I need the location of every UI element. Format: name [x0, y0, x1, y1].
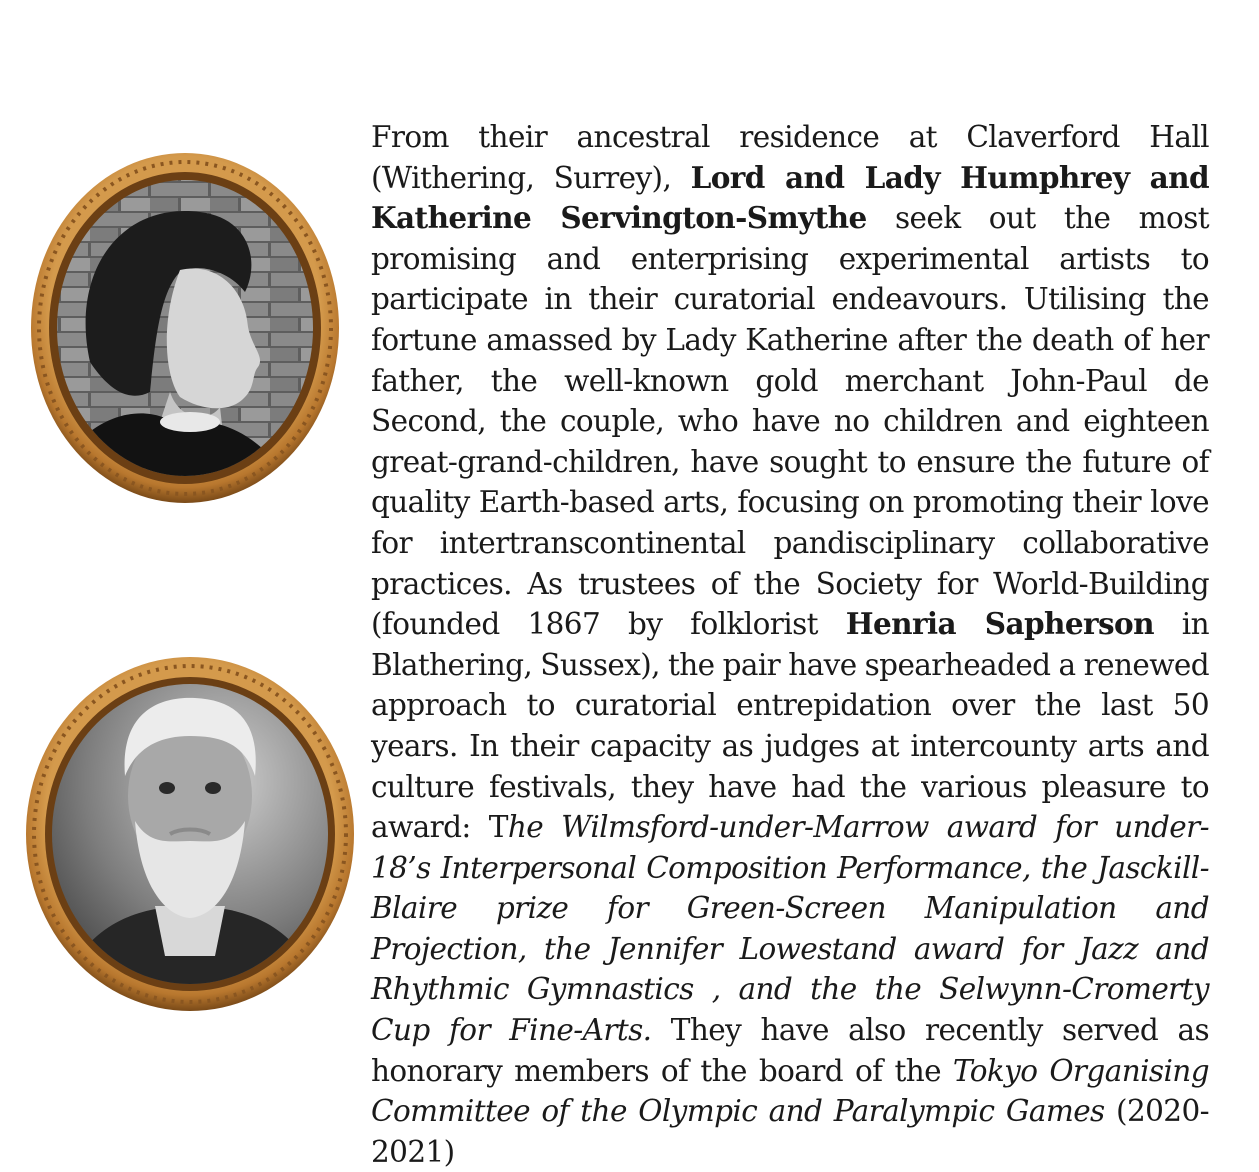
patron-names: Lord and Lady Humphrey and Katherine Servington-Smythe — [371, 159, 1209, 236]
bio-text-5: (2020-2021) — [371, 1094, 1209, 1169]
woman-portrait-icon — [30, 152, 340, 504]
man-portrait-frame — [25, 656, 355, 1012]
woman-portrait-frame — [30, 152, 340, 504]
bio-text-3: in Blathering, Sussex), the pair have spearheaded a renewed approach to curatorial entrepidation over the last 50 years. In their capacity as judges at intercounty arts and culture festivals, they have had the various pleasure to award: T — [371, 607, 1209, 845]
bio-text-4: They have also recently served as honorary members of the board of the — [371, 1013, 1209, 1088]
bio-paragraph — [371, 117, 1209, 1172]
committee-name: Tokyo Organising Committee of the Olympic and Paralympic Games — [371, 1053, 1209, 1129]
founder-name: Henria Sapherson — [845, 606, 1154, 642]
man-portrait-icon — [25, 656, 355, 1012]
bio-text-1: From their ancestral residence at Claverford Hall (Withering, Surrey), — [371, 120, 1209, 195]
award-list: he Wilmsford-under-Marrow award for under-18’s Interpersonal Composition Performance, the Jasckill-Blaire prize for Green-Screen Manipulation and Projection, the Jennifer Lowestand award for Jazz and Rhythmic Gymnastics , and the the Selwynn-Cromerty Cup for Fine-Arts. — [371, 810, 1209, 1048]
bio-text-2: seek out the most promising and enterprising experimental artists to participate in their curatorial endeavours. Utilising the fortune amassed by Lady Katherine after the death of her father, the well-known gold merchant John-Paul de Second, the couple, who have no children and eighteen great-grand-children, have sought to ensure the future of quality Earth-based arts, focusing on promoting their love for intertranscontinental pandisciplinary collaborative practices. As trustees of the Society for World-Building (founded 1867 by folklorist — [371, 201, 1210, 642]
